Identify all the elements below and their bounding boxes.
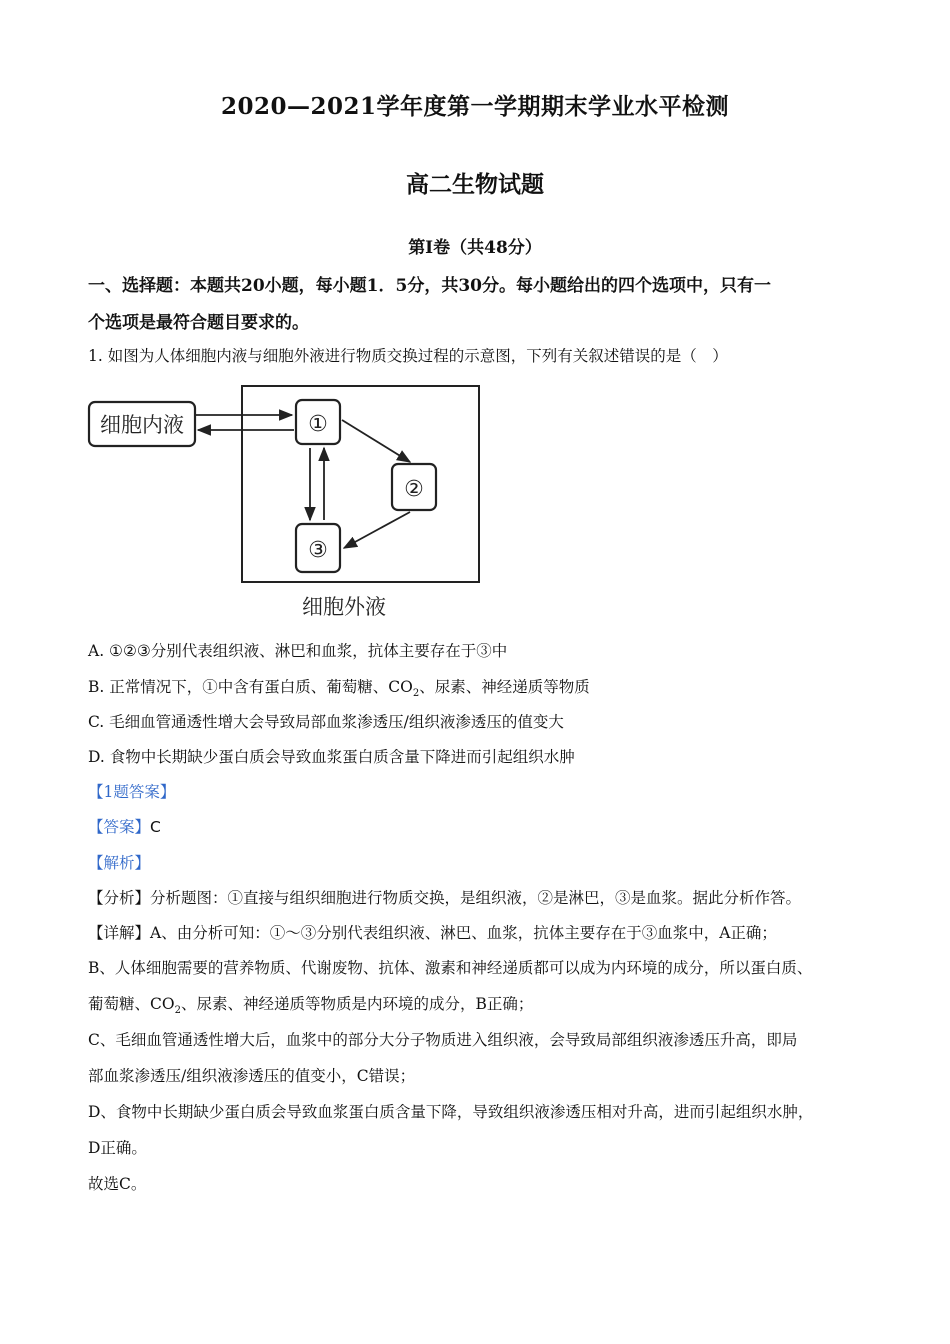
explain-b-line-2 — [88, 992, 878, 1016]
xiangjie-text: A、由分析可知：①～③分别代表组织液、淋巴、血浆，抗体主要存在于③血浆中，A正确； — [150, 924, 777, 942]
arrow-1-to-2 — [342, 420, 410, 462]
xiangjie-label: 【详解】 — [88, 924, 151, 942]
explain-b-subscript: 2 — [174, 1005, 181, 1017]
answer-line — [88, 815, 878, 837]
instructions — [88, 268, 868, 342]
xiangjie-line — [88, 921, 878, 943]
instructions-line-2: 个选项是最符合题目要求的。 — [88, 313, 309, 333]
explain-d-line-1: D、食物中长期缺少蛋白质会导致血浆蛋白质含量下降，导致组织液渗透压相对升高，进而引起组织水肿， — [88, 1103, 814, 1121]
option-a: A. ①②③分别代表组织液、淋巴和血浆，抗体主要存在于③中 — [88, 642, 508, 660]
fenxi-line — [88, 886, 878, 908]
conclusion: 故选C。 — [88, 1175, 147, 1193]
option-b-text-2: 、尿素、神经递质等物质 — [419, 678, 590, 696]
option-c: C. 毛细血管通透性增大会导致局部血浆渗透压/组织液渗透压的值变大 — [88, 713, 564, 731]
node-2-label: ② — [404, 477, 424, 502]
fenxi-text: 分析题图：①直接与组织细胞进行物质交换，是组织液，②是淋巴，③是血浆。据此分析作答。 — [150, 889, 802, 907]
node-1-label: ① — [308, 412, 328, 437]
intracellular-label: 细胞内液 — [100, 413, 184, 437]
instructions-line-1: 一、选择题：本题共20小题，每小题1．5分，共30分。每小题给出的四个选项中，只有一 — [88, 276, 771, 296]
arrow-2-to-3 — [344, 512, 410, 548]
answer-value: C — [150, 818, 161, 836]
explain-b-text-2: 、尿素、神经递质等物质是内环境的成分，B正确； — [180, 995, 534, 1013]
explain-c-line-2: 部血浆渗透压/组织液渗透压的值变小，C错误； — [88, 1067, 416, 1085]
question-stem: 1. 如图为人体细胞内液与细胞外液进行物质交换过程的示意图，下列有关叙述错误的是（ ） — [88, 347, 728, 365]
answer-heading: 【1题答案】 — [88, 783, 176, 801]
explain-b-text-1: 葡萄糖、CO — [88, 995, 175, 1013]
explain-b-line-1: B、人体细胞需要的营养物质、代谢废物、抗体、激素和神经递质都可以成为内环境的成分，所以蛋白质、 — [88, 959, 813, 977]
option-b-text-1: B. 正常情况下，①中含有蛋白质、葡萄糖、CO — [88, 678, 413, 696]
extracellular-label: 细胞外液 — [302, 595, 386, 619]
explain-c-line-1: C、毛细血管通透性增大后，血浆中的部分大分子物质进入组织液，会导致局部组织液渗透压升高，即局 — [88, 1031, 798, 1049]
subject-title: 高二生物试题 — [406, 171, 544, 198]
explain-d-line-2: D正确。 — [88, 1139, 147, 1157]
option-b-subscript: 2 — [412, 688, 420, 700]
analysis-heading: 【解析】 — [88, 854, 151, 872]
option-d: D. 食物中长期缺少蛋白质会导致血浆蛋白质含量下降进而引起组织水肿 — [88, 748, 575, 766]
section-title: 第Ⅰ卷（共48分） — [408, 238, 542, 258]
fenxi-label: 【分析】 — [88, 889, 151, 907]
fluid-exchange-diagram — [84, 380, 504, 625]
option-b — [88, 675, 878, 699]
exam-title: 2020—2021学年度第一学期期末学业水平检测 — [220, 93, 730, 120]
node-3-label: ③ — [308, 538, 328, 563]
answer-label: 【答案】 — [88, 818, 151, 836]
